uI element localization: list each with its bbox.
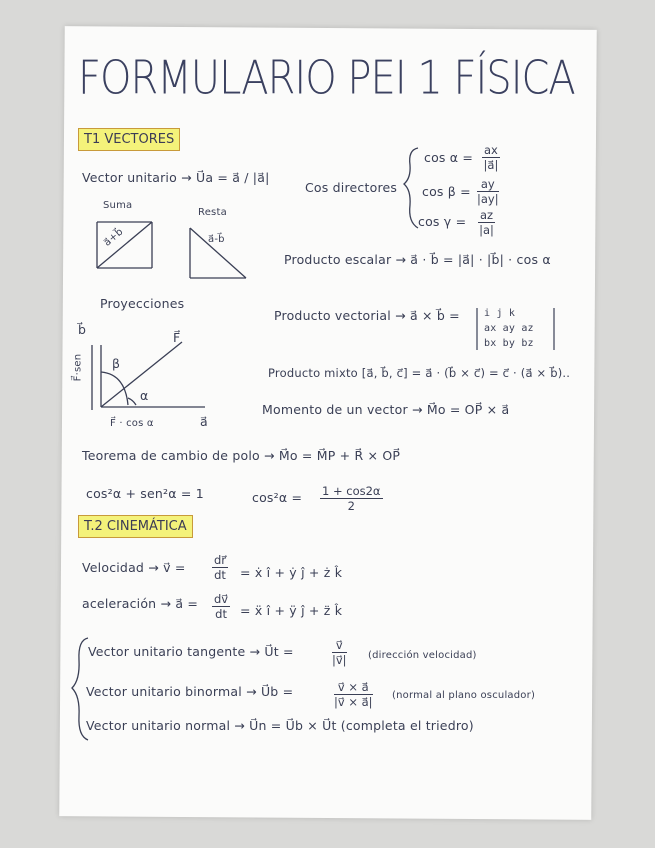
tangente-label: Vector unitario tangente → U⃗t = — [88, 644, 294, 659]
cos-beta-label: cos β = — [422, 184, 471, 199]
cos-directores-label: Cos directores — [305, 180, 398, 195]
cos-gamma-fraction: $\frac{az}{|a|}$ — [479, 208, 494, 237]
cambio-polo-formula: Teorema de cambio de polo → M⃗o = M⃗P + R⃗ × OP⃗ — [82, 448, 401, 463]
tangente-note: (dirección velocidad) — [368, 650, 477, 661]
velocidad-fraction: $\frac{dr⃗}{dt}$ — [214, 553, 227, 582]
proj-fcos-label: F⃗ · cos α — [110, 418, 154, 429]
identidad-1: cos²α + sen²α = 1 — [86, 486, 204, 501]
binormal-label: Vector unitario binormal → U⃗b = — [86, 684, 294, 699]
section-heading-cinematica: T.2 CINEMÁTICA — [78, 515, 193, 538]
producto-mixto-formula: Producto mixto [a⃗, b⃗, c⃗] = a⃗ · (b⃗ × c⃗) = c⃗ · (a⃗ × b⃗).. — [268, 366, 571, 380]
producto-escalar-formula: Producto escalar → a⃗ · b⃗ = |a⃗| · |b⃗| · cos α — [284, 252, 551, 267]
cos-beta-fraction: $\frac{ay}{|ay|}$ — [477, 177, 499, 206]
binormal-fraction: $\frac{v⃗ \times a⃗}{|v⃗ \times a⃗|}$ — [334, 680, 373, 709]
suma-label: Suma — [103, 200, 133, 211]
aceleracion-label: aceleración → a⃗ = — [82, 596, 199, 611]
resta-label: Resta — [198, 207, 227, 218]
proyecciones-diagram — [92, 342, 205, 410]
proj-f-label: F⃗ — [173, 330, 181, 345]
cos-alpha-fraction: $\frac{ax}{|a⃗|}$ — [483, 143, 499, 172]
velocidad-components: = ẋ î + ẏ ĵ + ż k̂ — [240, 565, 343, 580]
identidad-2: cos²α = — [252, 490, 303, 505]
proj-a-label: a⃗ — [200, 414, 208, 429]
momento-formula: Momento de un vector → M⃗o = OP⃗ × a⃗ — [262, 402, 510, 417]
tangente-fraction: $\frac{v⃗}{|v⃗|}$ — [332, 638, 347, 667]
section-heading-vectores: T1 VECTORES — [78, 128, 180, 151]
producto-vectorial-formula: Producto vectorial → a⃗ × b⃗ = — [274, 308, 460, 323]
suma-diagonal-label: a⃗+b⃗ — [101, 226, 126, 249]
proj-fsen-label: F⃗·sen — [72, 353, 84, 382]
identidad-2-fraction: $\frac{1 + \cos 2\alpha}{2}$ — [322, 484, 381, 513]
aceleracion-components: = ẍ î + ÿ ĵ + z̈ k̂ — [240, 603, 343, 618]
normal-formula: Vector unitario normal → U⃗n = U⃗b × U⃗t (completa el triedro) — [86, 718, 474, 733]
cos-gamma-label: cos γ = — [418, 214, 467, 229]
resta-diagonal-label: a⃗-b⃗ — [208, 234, 225, 245]
cos-alpha-label: cos α = — [424, 150, 474, 165]
binormal-note: (normal al plano osculador) — [392, 690, 536, 701]
page-title: FORMULARIO PEI 1 FÍSICA — [78, 52, 575, 105]
proj-b-label: b⃗ — [78, 322, 87, 337]
vector-unitario-formula: Vector unitario → U⃗a = a⃗ / |a⃗| — [82, 170, 270, 185]
proj-beta-label: β — [112, 356, 121, 371]
matrix-row-2: ax ay az — [484, 323, 534, 334]
matrix-row-1: i j k — [484, 308, 516, 319]
proj-alpha-label: α — [140, 388, 149, 403]
matrix-row-3: bx by bz — [484, 338, 534, 349]
proyecciones-label: Proyecciones — [100, 296, 185, 311]
velocidad-label: Velocidad → v⃗ = — [82, 560, 186, 575]
aceleracion-fraction: $\frac{dv⃗}{dt}$ — [214, 592, 229, 621]
